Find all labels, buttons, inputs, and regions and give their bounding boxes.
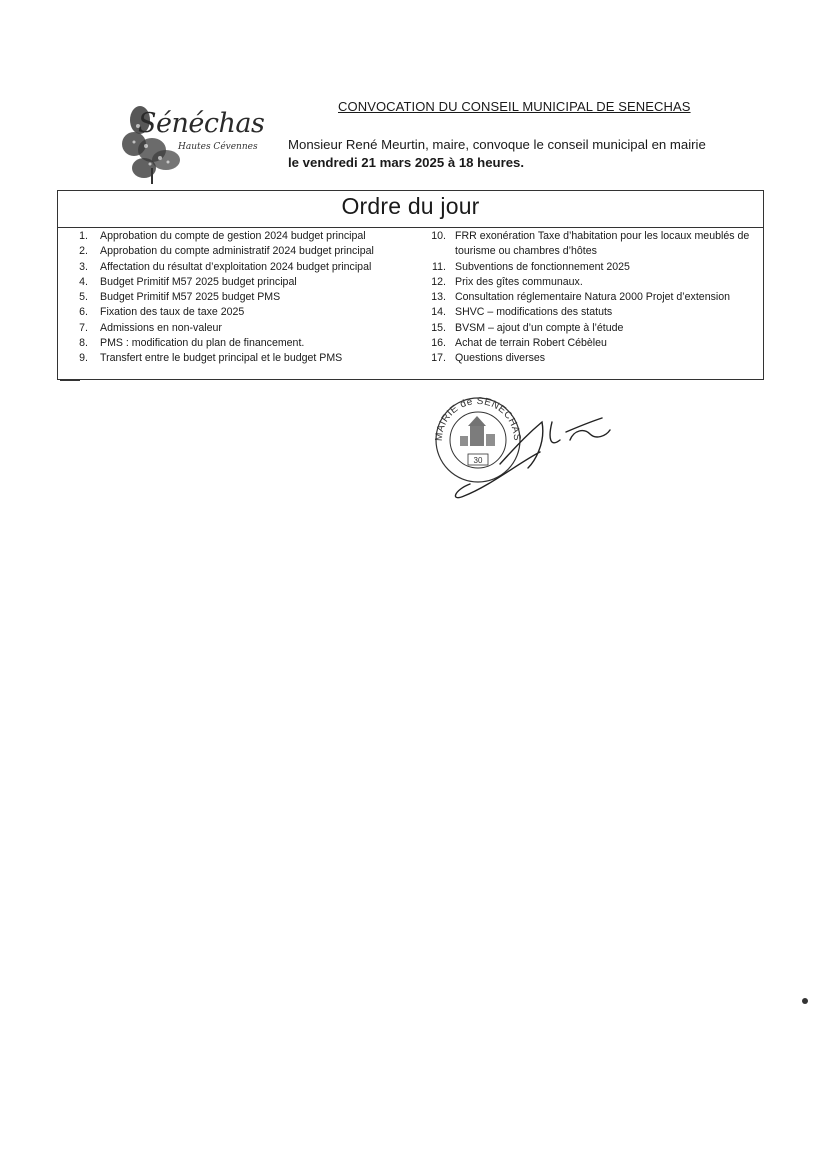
convocation-intro bbox=[288, 136, 708, 172]
stamp-text: MAIRIE de SENECHAS bbox=[433, 395, 523, 442]
agenda-item: 8. PMS : modification du plan de financement. bbox=[79, 337, 305, 350]
meeting-date: le vendredi 21 mars 2025 à 18 heures. bbox=[288, 155, 525, 170]
agenda-divider bbox=[58, 227, 763, 228]
agenda-item: 7. Admissions en non-valeur bbox=[79, 321, 222, 334]
agenda-item: 14. SHVC – modifications des statuts bbox=[431, 306, 613, 319]
agenda-item: 13. Consultation réglementaire Natura 2000 Projet d’extension bbox=[431, 291, 731, 304]
logo-subtitle: Hautes Cévennes bbox=[178, 142, 258, 152]
agenda-left-column bbox=[58, 229, 428, 367]
scan-speck bbox=[802, 998, 808, 1004]
intro-text: Monsieur René Meurtin, maire, convoque le conseil municipal en mairie bbox=[288, 137, 706, 152]
commune-logo bbox=[122, 98, 282, 184]
agenda-right-column bbox=[426, 229, 764, 367]
agenda-item: 16. Achat de terrain Robert Cébèleu bbox=[431, 337, 607, 350]
agenda-item: 6. Fixation des taux de taxe 2025 bbox=[79, 306, 245, 319]
agenda-item: 1. Approbation du compte de gestion 2024 budget principal bbox=[79, 230, 366, 242]
stamp-code: 30 bbox=[473, 456, 483, 465]
agenda-item: 2. Approbation du compte administratif 2024 budget principal bbox=[79, 245, 374, 258]
agenda-item: 10. FRR exonération Taxe d’habitation pour les locaux meublés de tourisme ou chambres d’hôtes bbox=[431, 230, 750, 258]
agenda-item: 3. Affectation du résultat d’exploitation 2024 budget principal bbox=[79, 260, 372, 273]
official-stamp-icon bbox=[430, 392, 620, 504]
agenda-item: 12. Prix des gîtes communaux. bbox=[431, 275, 583, 288]
document-title: CONVOCATION DU CONSEIL MUNICIPAL DE SENECHAS bbox=[338, 99, 691, 114]
agenda-item: 15. BVSM – ajout d’un compte à l’étude bbox=[431, 321, 624, 334]
agenda-item: 9. Transfert entre le budget principal et le budget PMS bbox=[79, 352, 343, 365]
agenda-item: 17. Questions diverses bbox=[431, 352, 546, 365]
agenda-item: 5. Budget Primitif M57 2025 budget PMS bbox=[79, 291, 281, 304]
logo-name: Sénéchas bbox=[138, 108, 265, 139]
agenda-item: 4. Budget Primitif M57 2025 budget principal bbox=[79, 275, 297, 288]
agenda-item: 11. Subventions de fonctionnement 2025 bbox=[432, 260, 630, 273]
scan-speck bbox=[60, 380, 80, 381]
stamp-and-signature bbox=[430, 392, 620, 504]
agenda-box bbox=[57, 190, 764, 380]
agenda-title: Ordre du jour bbox=[341, 193, 480, 219]
